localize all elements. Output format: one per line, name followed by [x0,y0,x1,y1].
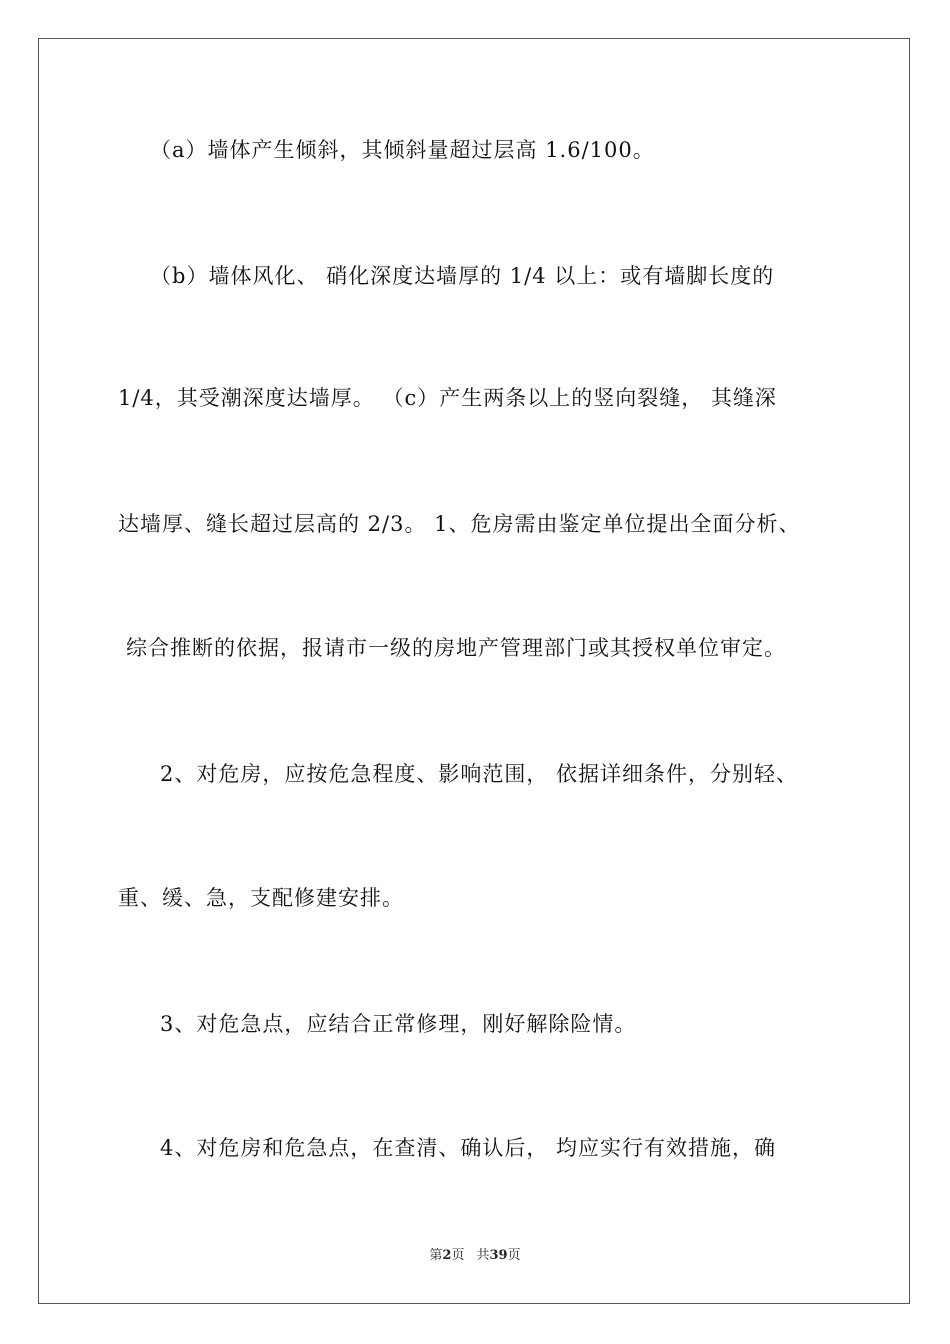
text-line-5: 综合推断的依据，报请市一级的房地产管理部门或其授权单位审定。 [126,636,786,660]
footer-page-suffix: 页 [451,1248,465,1263]
footer-total-pages: 39 [489,1248,508,1263]
text-line-8: 3、对危急点，应结合正常修理，刚好解除险情。 [160,1012,637,1036]
text-line-2: （b）墙体风化、 硝化深度达墙厚的 1/4 以上：或有墙脚长度的 [150,264,775,288]
text-line-4: 达墙厚、缝长超过层高的 2/3。 1、危房需由鉴定单位提出全面分析、 [118,512,801,536]
footer-total-prefix: 共 [476,1248,490,1263]
text-line-1: （a）墙体产生倾斜，其倾斜量超过层高 1.6/100。 [150,138,655,162]
footer-page-number: 2 [442,1248,452,1263]
text-line-7: 重、缓、急，支配修建安排。 [118,886,404,910]
text-line-3: 1/4，其受潮深度达墙厚。 （c）产生两条以上的竖向裂缝， 其缝深 [118,386,777,410]
footer-page-prefix: 第 [429,1248,443,1263]
text-line-6: 2、对危房，应按危急程度、影响范围， 依据详细条件，分别轻、 [160,762,799,786]
page-border [38,38,910,1304]
footer-total-suffix: 页 [507,1248,521,1263]
text-line-9: 4、对危房和危急点，在查清、确认后， 均应实行有效措施，确 [160,1136,777,1160]
page-footer [0,1247,950,1265]
